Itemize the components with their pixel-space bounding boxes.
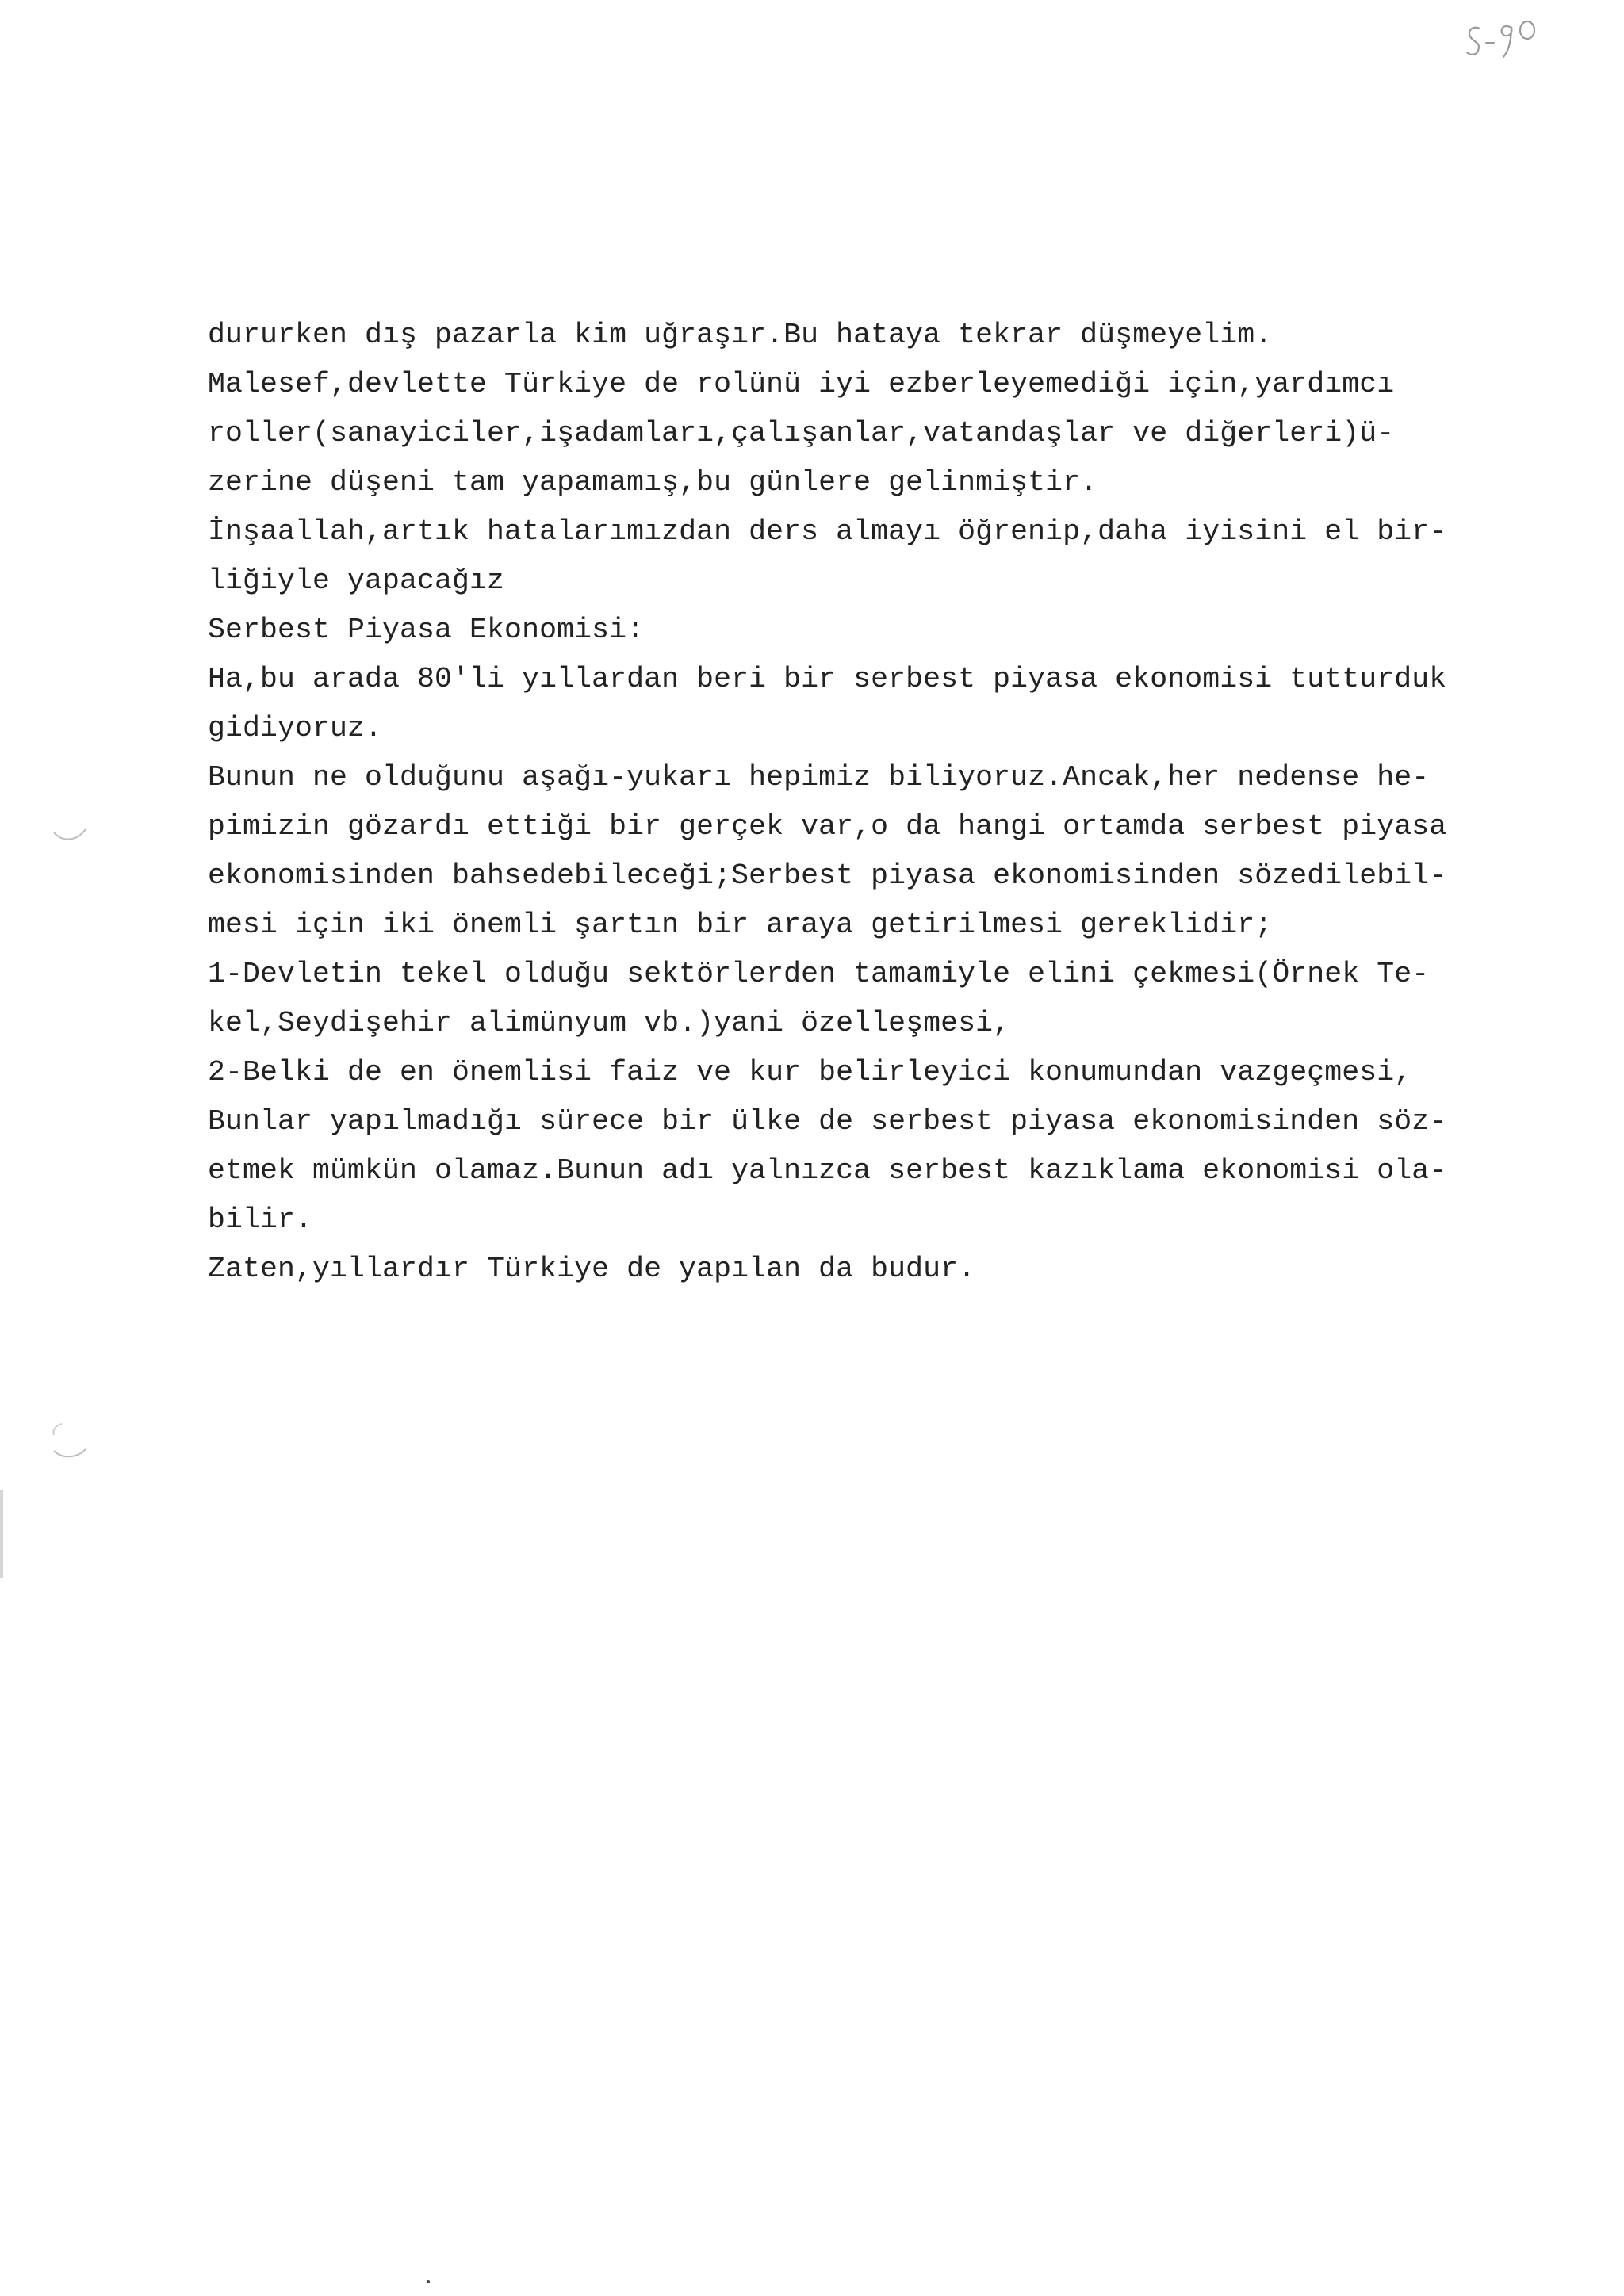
speck-mark <box>427 2280 430 2283</box>
text-line: İnşaallah,artık hatalarımızdan ders almayı öğrenip,daha iyisini el bir- <box>208 515 1447 548</box>
handwritten-page-number <box>1457 11 1576 67</box>
text-line: liğiyle yapacağız <box>208 564 505 597</box>
text-line: etmek mümkün olamaz.Bunun adı yalnızca serbest kazıklama ekonomisi ola- <box>208 1154 1447 1187</box>
text-line: dururken dış pazarla kim uğraşır.Bu hataya tekrar düşmeyelim. <box>208 319 1273 351</box>
list-item: 2-Belki de en önemlisi faiz ve kur belirleyici konumundan vazgeçmesi, <box>208 1056 1412 1089</box>
text-line: zerine düşeni tam yapamamış,bu günlere gelinmiştir. <box>208 466 1098 499</box>
text-line: ekonomisinden bahsedebileceği;Serbest piyasa ekonomisinden sözedilebil- <box>208 859 1447 892</box>
punch-hole-mark <box>48 801 95 848</box>
text-line: kel,Seydişehir alimünyum vb.)yani özelleşmesi, <box>208 1007 1011 1039</box>
section-heading: Serbest Piyasa Ekonomisi: <box>208 614 645 646</box>
typewritten-body <box>208 311 1603 1294</box>
list-item: 1-Devletin tekel olduğu sektörlerden tamamiyle elini çekmesi(Örnek Te- <box>208 958 1430 990</box>
text-line: pimizin gözardı ettiği bir gerçek var,o da hangi ortamda serbest piyasa <box>208 810 1447 843</box>
text-line: mesi için iki önemli şartın bir araya getirilmesi gereklidir; <box>208 909 1273 941</box>
text-line: Bunun ne olduğunu aşağı-yukarı hepimiz biliyoruz.Ancak,her nedense he- <box>208 761 1430 794</box>
text-line: bilir. <box>208 1203 313 1236</box>
text-line: Malesef,devlette Türkiye de rolünü iyi ezberleyemediği için,yardımcı <box>208 368 1395 400</box>
text-line: gidiyoruz. <box>208 712 383 744</box>
text-line: roller(sanayiciler,işadamları,çalışanlar,vatandaşlar ve diğerleri)ü- <box>208 417 1395 450</box>
text-line: Ha,bu arada 80'li yıllardan beri bir serbest piyasa ekonomisi tutturduk <box>208 663 1447 695</box>
scan-edge-mark <box>0 1490 3 1578</box>
text-line: Bunlar yapılmadığı sürece bir ülke de serbest piyasa ekonomisinden söz- <box>208 1105 1447 1138</box>
text-line: Zaten,yıllardır Türkiye de yapılan da budur. <box>208 1253 976 1285</box>
punch-hole-mark <box>48 1419 95 1467</box>
